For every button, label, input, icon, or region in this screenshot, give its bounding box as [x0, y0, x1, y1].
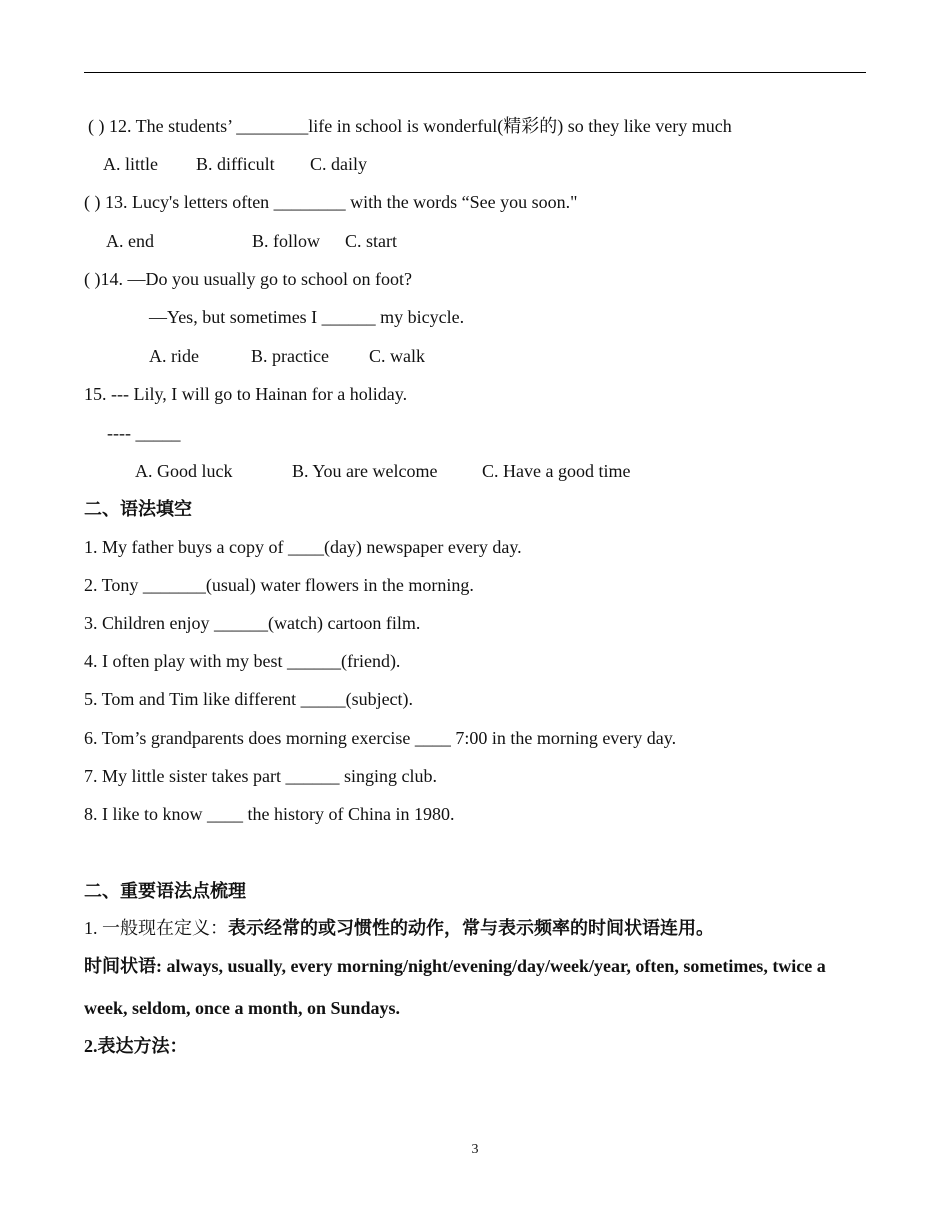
option-b: B. follow	[252, 231, 321, 251]
fill-item-3: 3. Children enjoy ______(watch) cartoon film.	[84, 613, 421, 633]
question-14-stem: ( )14. —Do you usually go to school on foot?	[84, 269, 412, 289]
question-15-reply: ---- _____	[107, 423, 181, 443]
fill-item-7: 7. My little sister takes part ______ singing club.	[84, 766, 437, 786]
option-b: B. You are welcome	[292, 461, 438, 481]
definition-label: 1. 一般现在定义：	[84, 918, 228, 938]
header-rule	[84, 72, 866, 73]
definition-text: 表示经常的或习惯性的动作，常与表示频率的时间状语连用。	[228, 918, 714, 938]
question-14-reply: —Yes, but sometimes I ______ my bicycle.	[149, 307, 465, 327]
option-a: A. ride	[149, 346, 199, 366]
section-title-grammar-points: 二、重要语法点梳理	[84, 881, 246, 901]
option-a: A. Good luck	[135, 461, 233, 481]
option-c: C. Have a good time	[482, 461, 631, 481]
option-b: B. practice	[251, 346, 329, 366]
question-12-options	[0, 153, 950, 175]
fill-item-2: 2. Tony _______(usual) water flowers in the morning.	[84, 575, 474, 595]
adverbials-line-1: 时间状语: always, usually, every morning/night/evening/day/week/year, often, sometimes, twice a	[84, 956, 826, 976]
expression-method-label: 2.表达方法：	[84, 1036, 188, 1056]
question-14-options	[0, 345, 950, 367]
fill-item-6: 6. Tom’s grandparents does morning exercise ____ 7:00 in the morning every day.	[84, 728, 677, 748]
adverbials-line-2: week, seldom, once a month, on Sundays.	[84, 998, 401, 1018]
question-13-options	[0, 230, 950, 252]
fill-item-1: 1. My father buys a copy of ____(day) newspaper every day.	[84, 537, 522, 557]
grammar-definition	[84, 917, 714, 939]
option-a: A. end	[106, 231, 154, 251]
question-12-stem: ( ) 12. The students’ ________life in school is wonderful(精彩的) so they like very much	[88, 116, 732, 136]
page-number: 3	[471, 1142, 479, 1157]
question-15-options	[0, 460, 950, 482]
fill-item-4: 4. I often play with my best ______(friend).	[84, 651, 401, 671]
fill-item-5: 5. Tom and Tim like different _____(subject).	[84, 689, 414, 709]
question-13-stem: ( ) 13. Lucy's letters often ________ with the words “See you soon."	[84, 192, 578, 212]
option-c: C. daily	[310, 154, 367, 174]
option-c: C. start	[345, 231, 397, 251]
question-15-stem: 15. --- Lily, I will go to Hainan for a holiday.	[84, 384, 408, 404]
option-c: C. walk	[369, 346, 425, 366]
option-b: B. difficult	[196, 154, 275, 174]
section-title-grammar-fill: 二、语法填空	[84, 499, 192, 519]
fill-item-8: 8. I like to know ____ the history of China in 1980.	[84, 804, 455, 824]
option-a: A. little	[103, 154, 158, 174]
